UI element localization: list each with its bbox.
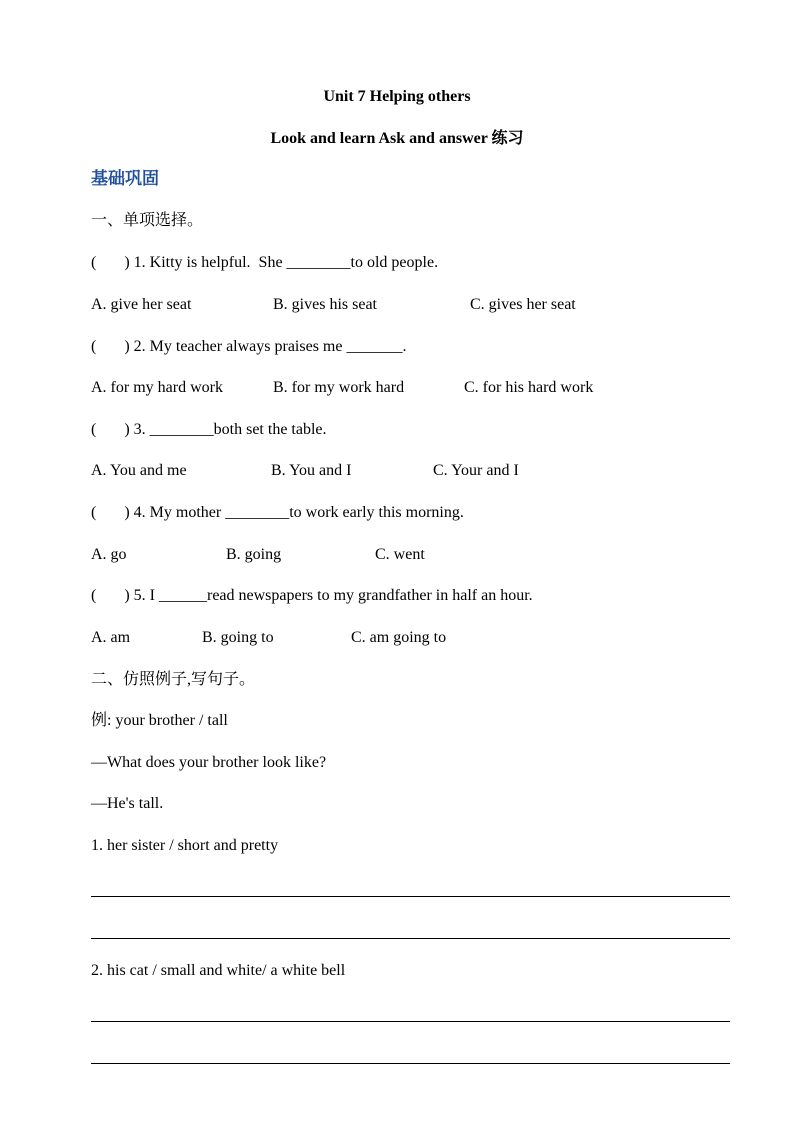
exercise-item-2: 2. his cat / small and white/ a white bell bbox=[91, 962, 346, 979]
example-answer: —He's tall. bbox=[91, 795, 164, 812]
question-3-stem: ( ) 3. ________both set the table. bbox=[91, 421, 327, 438]
question-4-stem: ( ) 4. My mother ________to work early this morning. bbox=[91, 504, 464, 521]
question-4-option-c: C. went bbox=[375, 546, 425, 563]
question-2-option-c: C. for his hard work bbox=[464, 379, 594, 396]
question-4-option-a: A. go bbox=[91, 546, 127, 563]
question-5-stem: ( ) 5. I ______read newspapers to my grandfather in half an hour. bbox=[91, 587, 533, 604]
answer-line[interactable] bbox=[91, 896, 730, 897]
question-5-option-b: B. going to bbox=[202, 629, 274, 646]
question-1-option-b: B. gives his seat bbox=[273, 296, 377, 313]
answer-line[interactable] bbox=[91, 938, 730, 939]
example-label: 例: your brother / tall bbox=[91, 712, 228, 729]
question-3-option-b: B. You and I bbox=[271, 462, 352, 479]
answer-line[interactable] bbox=[91, 1021, 730, 1022]
question-5-option-a: A. am bbox=[91, 629, 131, 646]
question-2-option-b: B. for my work hard bbox=[273, 379, 405, 396]
part1-heading: 一、单项选择。 bbox=[91, 212, 204, 229]
example-question: —What does your brother look like? bbox=[91, 754, 327, 771]
exercise-item-1: 1. her sister / short and pretty bbox=[91, 837, 279, 854]
question-3-option-a: A. You and me bbox=[91, 462, 187, 479]
question-3-option-c: C. Your and I bbox=[433, 462, 519, 479]
question-4-option-b: B. going bbox=[226, 546, 282, 563]
worksheet-subtitle: Look and learn Ask and answer 练习 bbox=[270, 130, 524, 147]
answer-line[interactable] bbox=[91, 1063, 730, 1064]
question-2-stem: ( ) 2. My teacher always praises me _______. bbox=[91, 338, 407, 355]
worksheet-title: Unit 7 Helping others bbox=[323, 88, 471, 105]
part2-heading: 二、仿照例子,写句子。 bbox=[91, 671, 256, 688]
question-1-option-c: C. gives her seat bbox=[470, 296, 576, 313]
question-5-option-c: C. am going to bbox=[351, 629, 447, 646]
question-1-stem: ( ) 1. Kitty is helpful. She ________to old people. bbox=[91, 254, 439, 271]
question-2-option-a: A. for my hard work bbox=[91, 379, 223, 396]
section-basic-heading: 基础巩固 bbox=[91, 169, 159, 188]
question-1-option-a: A. give her seat bbox=[91, 296, 192, 313]
